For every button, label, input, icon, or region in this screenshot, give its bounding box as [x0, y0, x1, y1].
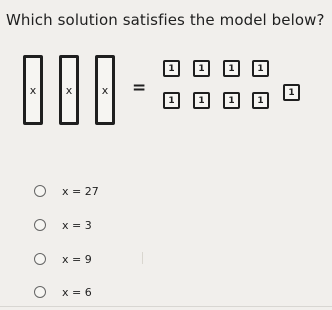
- unit-tile: [252, 60, 269, 77]
- answer-option-label: x = 27: [62, 184, 99, 198]
- x-tile: [23, 55, 43, 125]
- x-tile: [59, 55, 79, 125]
- unit-tile: [223, 92, 240, 109]
- unit-tile: [283, 84, 300, 101]
- unit-tile-label: 1: [228, 95, 235, 106]
- answer-option[interactable]: [34, 251, 92, 267]
- answer-option-label: x = 3: [62, 218, 92, 232]
- unit-tile: [163, 60, 180, 77]
- unit-tile-label: 1: [257, 63, 264, 74]
- question-text: Which solution satisfies the model below?: [6, 11, 325, 29]
- x-tile-label: x: [65, 83, 73, 97]
- divider: [0, 306, 332, 307]
- unit-tile: [163, 92, 180, 109]
- unit-tile: [193, 92, 210, 109]
- unit-tile-label: 1: [168, 63, 175, 74]
- x-tile-label: x: [101, 83, 109, 97]
- radio-button[interactable]: [34, 253, 46, 265]
- unit-tile-label: 1: [198, 63, 205, 74]
- unit-tile-label: 1: [228, 63, 235, 74]
- radio-button[interactable]: [34, 219, 46, 231]
- answer-option-label: x = 6: [62, 285, 92, 299]
- unit-tile-label: 1: [288, 87, 295, 98]
- unit-tile: [223, 60, 240, 77]
- answer-option[interactable]: [34, 284, 92, 300]
- radio-button[interactable]: [34, 286, 46, 298]
- unit-tile: [193, 60, 210, 77]
- cursor-icon: [142, 252, 152, 264]
- x-tile-label: x: [29, 83, 37, 97]
- equals-sign: =: [132, 78, 147, 98]
- answer-option[interactable]: [34, 183, 99, 199]
- x-tile: [95, 55, 115, 125]
- unit-tile-label: 1: [168, 95, 175, 106]
- unit-tile-label: 1: [257, 95, 264, 106]
- radio-button[interactable]: [34, 185, 46, 197]
- answer-option[interactable]: [34, 217, 92, 233]
- answer-option-label: x = 9: [62, 252, 92, 266]
- unit-tile-label: 1: [198, 95, 205, 106]
- unit-tile: [252, 92, 269, 109]
